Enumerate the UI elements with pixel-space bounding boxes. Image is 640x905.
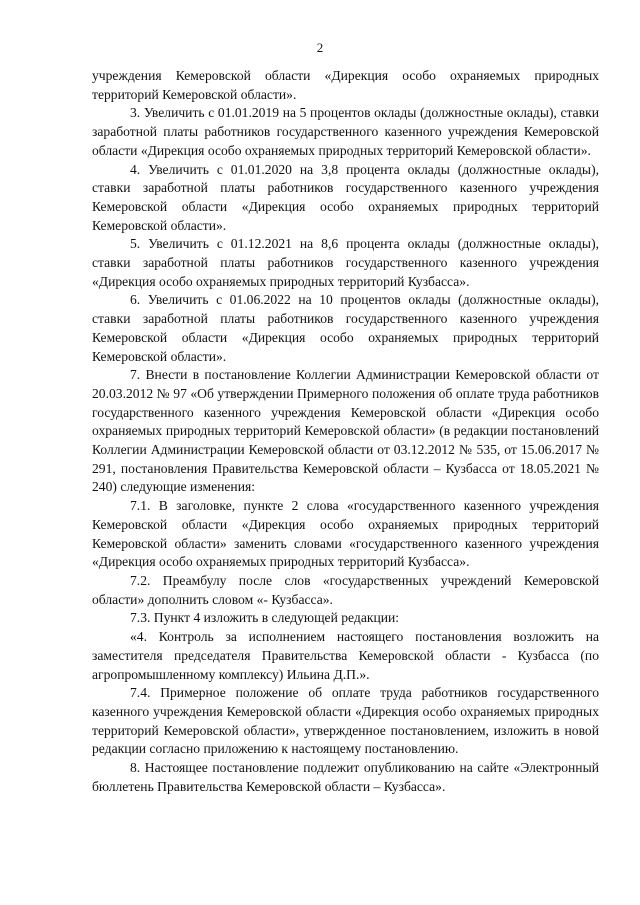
paragraph-item-7-4: 7.4. Примерное положение об оплате труда работников государственного казенного учреждения Кемеровской области «Дирекция особо охраняемых природных территорий Кемеровской области», утвержденное постановлением, изложить в новой редакции согласно приложению к настоящему постановлению.: [92, 685, 599, 757]
paragraph-quoted-item-4: «4. Контроль за исполнением настоящего постановления возложить на заместителя председателя Правительства Кемеровской области - Кузбасса (по агропромышленному комплексу) Ильина Д.П.».: [92, 629, 599, 682]
document-body: [92, 67, 599, 796]
paragraph-item-7: 7. Внести в постановление Коллегии Администрации Кемеровской области от 20.03.2012 № 97 «Об утверждении Примерного положения об оплате труда работников государственного казенного учреждения Кемеровской области «Дирекция особо охраняемых природных территорий Кемеровской области» (в редакции постановлений Коллегии Администрации Кемеровской области от 03.12.2012 № 535, от 15.06.2017 № 291, постановления Правительства Кемеровской области – Кузбасса от 18.05.2021 № 240) следующие изменения:: [92, 367, 599, 495]
paragraph-continuation: учреждения Кемеровской области «Дирекция особо охраняемых природных территорий Кемеровской области».: [92, 68, 599, 102]
page-number: 2: [316, 40, 324, 55]
paragraph-item-5: 5. Увеличить с 01.12.2021 на 8,6 процента оклады (должностные оклады), ставки заработной платы работников государственного казенного учреждения «Дирекция особо охраняемых природных территорий Кузбасса».: [92, 236, 599, 289]
paragraph-item-3: 3. Увеличить с 01.01.2019 на 5 процентов оклады (должностные оклады), ставки заработной платы работников государственного казенного учреждения Кемеровской области «Дирекция особо охраняемых природных территорий Кемеровской области».: [92, 105, 599, 158]
paragraph-item-4: 4. Увеличить с 01.01.2020 на 3,8 процента оклады (должностные оклады), ставки заработной платы работников государственного казенного учреждения Кемеровской области «Дирекция особо охраняемых природных территорий Кемеровской области».: [92, 161, 599, 233]
paragraph-item-8: 8. Настоящее постановление подлежит опубликованию на сайте «Электронный бюллетень Правительства Кемеровской области – Кузбасса».: [92, 760, 599, 794]
paragraph-item-6: 6. Увеличить с 01.06.2022 на 10 процентов оклады (должностные оклады), ставки заработной платы работников государственного казенного учреждения Кемеровской области «Дирекция особо охраняемых природных территорий Кемеровской области».: [92, 292, 599, 364]
paragraph-item-7-2: 7.2. Преамбулу после слов «государственных учреждений Кемеровской области» дополнить словом «- Кузбасса».: [92, 572, 599, 607]
paragraph-item-7-1: 7.1. В заголовке, пункте 2 слова «государственного казенного учреждения Кемеровской области «Дирекция особо охраняемых природных территорий Кемеровской области» заменить словами «государственного казенного учреждения «Дирекция особо охраняемых природных территорий Кузбасса».: [92, 498, 599, 570]
paragraph-item-7-3: 7.3. Пункт 4 изложить в следующей редакции:: [130, 610, 400, 626]
